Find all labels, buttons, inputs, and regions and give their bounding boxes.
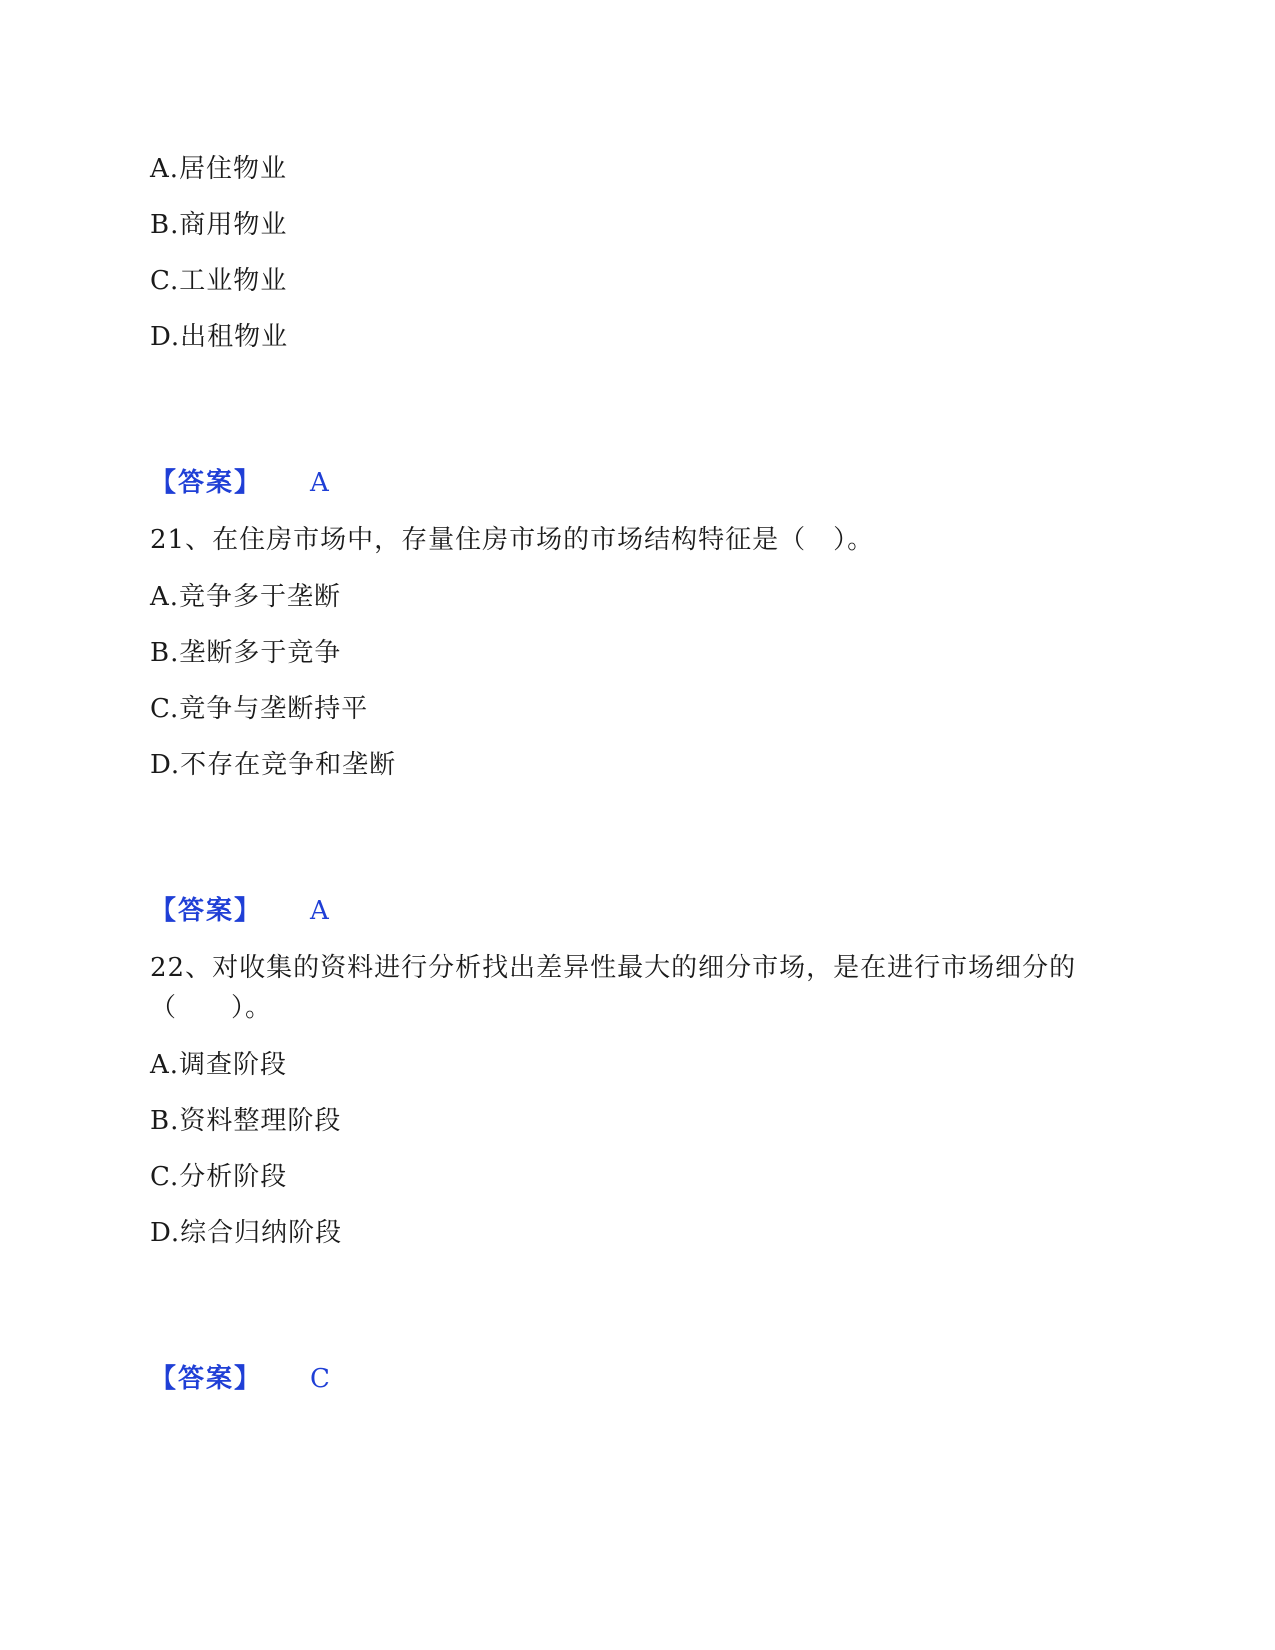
answer-label: 【答案】 bbox=[150, 1364, 263, 1394]
answer-value: C bbox=[310, 1364, 331, 1394]
option-a: A.居住物业 bbox=[150, 154, 288, 184]
option-b: B.垄断多于竞争 bbox=[150, 638, 342, 668]
option-c: C.工业物业 bbox=[150, 266, 288, 296]
option-d: D.综合归纳阶段 bbox=[150, 1218, 343, 1248]
answer-value: A bbox=[310, 468, 330, 498]
question-stem: 21、在住房市场中，存量住房市场的市场结构特征是（ ）。 bbox=[150, 525, 875, 555]
answer-row bbox=[150, 1362, 331, 1396]
answer-value: A bbox=[310, 896, 330, 926]
option-a: A.调查阶段 bbox=[150, 1050, 288, 1080]
option-d: D.出租物业 bbox=[150, 322, 289, 352]
option-b: B.商用物业 bbox=[150, 210, 288, 240]
answer-row bbox=[150, 466, 330, 500]
answer-label: 【答案】 bbox=[150, 896, 263, 926]
option-b: B.资料整理阶段 bbox=[150, 1106, 342, 1136]
question-stem: 22、对收集的资料进行分析找出差异性最大的细分市场，是在进行市场细分的（ ）。 bbox=[150, 953, 1077, 1023]
option-c: C.竞争与垄断持平 bbox=[150, 694, 369, 724]
answer-label: 【答案】 bbox=[150, 468, 263, 498]
option-c: C.分析阶段 bbox=[150, 1162, 288, 1192]
option-a: A.竞争多于垄断 bbox=[150, 582, 342, 612]
option-d: D.不存在竞争和垄断 bbox=[150, 750, 397, 780]
answer-row bbox=[150, 894, 330, 928]
